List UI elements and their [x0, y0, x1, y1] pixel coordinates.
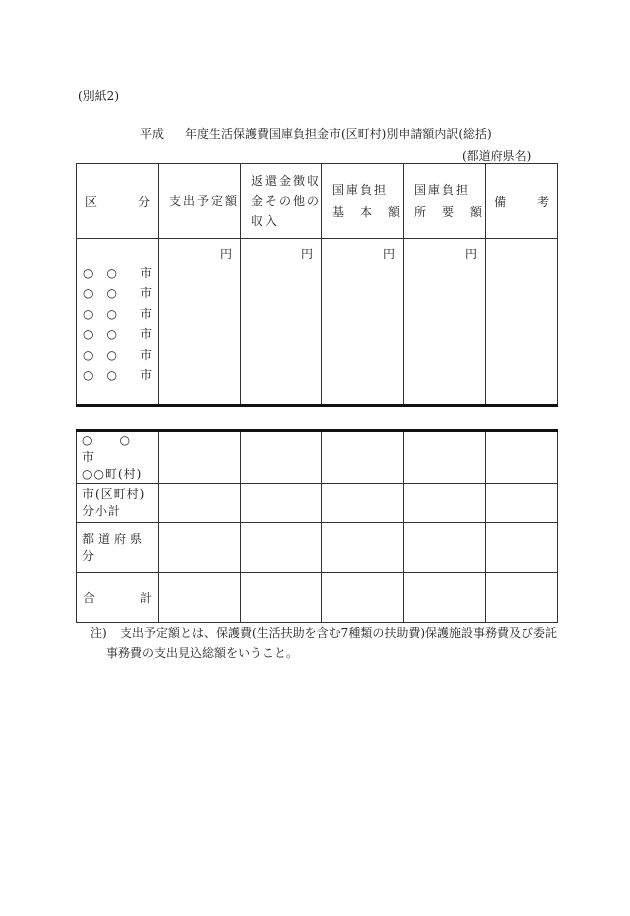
header-text: 分	[137, 194, 150, 209]
header-expenditure	[159, 164, 241, 239]
header-text: 国庫負担	[332, 183, 389, 197]
header-kubun	[77, 164, 159, 239]
note-label: 注)	[90, 626, 107, 640]
application-table-upper	[76, 163, 558, 407]
header-required	[404, 164, 486, 239]
header-text: 所 要 額	[414, 205, 485, 219]
city-row: ○ ○ 市	[83, 327, 152, 342]
table-row	[77, 484, 558, 523]
header-row	[77, 164, 558, 239]
table-row	[77, 431, 558, 484]
row-label-subtotal: 市(区町村) 分小計	[77, 484, 159, 523]
note-text-continued: 事務費の支出見込総額をいうこと。	[106, 646, 299, 660]
table-row	[77, 239, 558, 406]
note-text: 支出予定額とは、保護費(生活扶助を含む7種類の扶助費)保護施設事務費及び委託	[120, 626, 558, 640]
city-row: ○ ○ 市	[83, 368, 152, 383]
row-label-total: 合 計	[77, 573, 159, 623]
table-row	[77, 523, 558, 573]
row-label-prefecture: 都道府県分	[77, 523, 159, 573]
city-row: ○ ○ 市	[83, 306, 152, 321]
city-row: ○ ○ 市	[83, 347, 152, 362]
remarks-cell	[486, 239, 558, 406]
city-list-cell	[77, 239, 159, 406]
prefecture-label: (都道府県名)	[462, 149, 532, 163]
city-row: ○ ○ 市	[83, 266, 152, 280]
header-refund	[241, 164, 322, 239]
header-remarks	[486, 164, 558, 239]
table-row	[77, 573, 558, 623]
unit-yen: 円	[322, 239, 404, 406]
header-text: 支出予定額	[169, 194, 240, 208]
attachment-label: (別紙2)	[78, 89, 119, 103]
header-text: 区	[85, 194, 98, 209]
header-base	[322, 164, 404, 239]
header-text: 国庫負担	[414, 183, 471, 197]
unit-yen: 円	[241, 239, 322, 406]
unit-yen: 円	[159, 239, 241, 406]
title-era: 平成	[140, 127, 165, 141]
header-text: 備	[494, 194, 507, 209]
row-label-city-town: ○ ○ 市 ○○町(村)	[77, 431, 159, 484]
header-text: 基 本 額	[332, 205, 403, 219]
unit-yen: 円	[404, 239, 486, 406]
header-text: 収入	[251, 214, 280, 228]
header-text: 金その他の	[251, 194, 322, 208]
application-table-lower	[76, 429, 558, 623]
header-text: 考	[536, 194, 549, 209]
city-row: ○ ○ 市	[83, 286, 152, 301]
page-title: 年度生活保護費国庫負担金市(区町村)別申請額内訳(総括)	[185, 127, 492, 141]
header-text: 返還金徴収	[251, 174, 322, 188]
